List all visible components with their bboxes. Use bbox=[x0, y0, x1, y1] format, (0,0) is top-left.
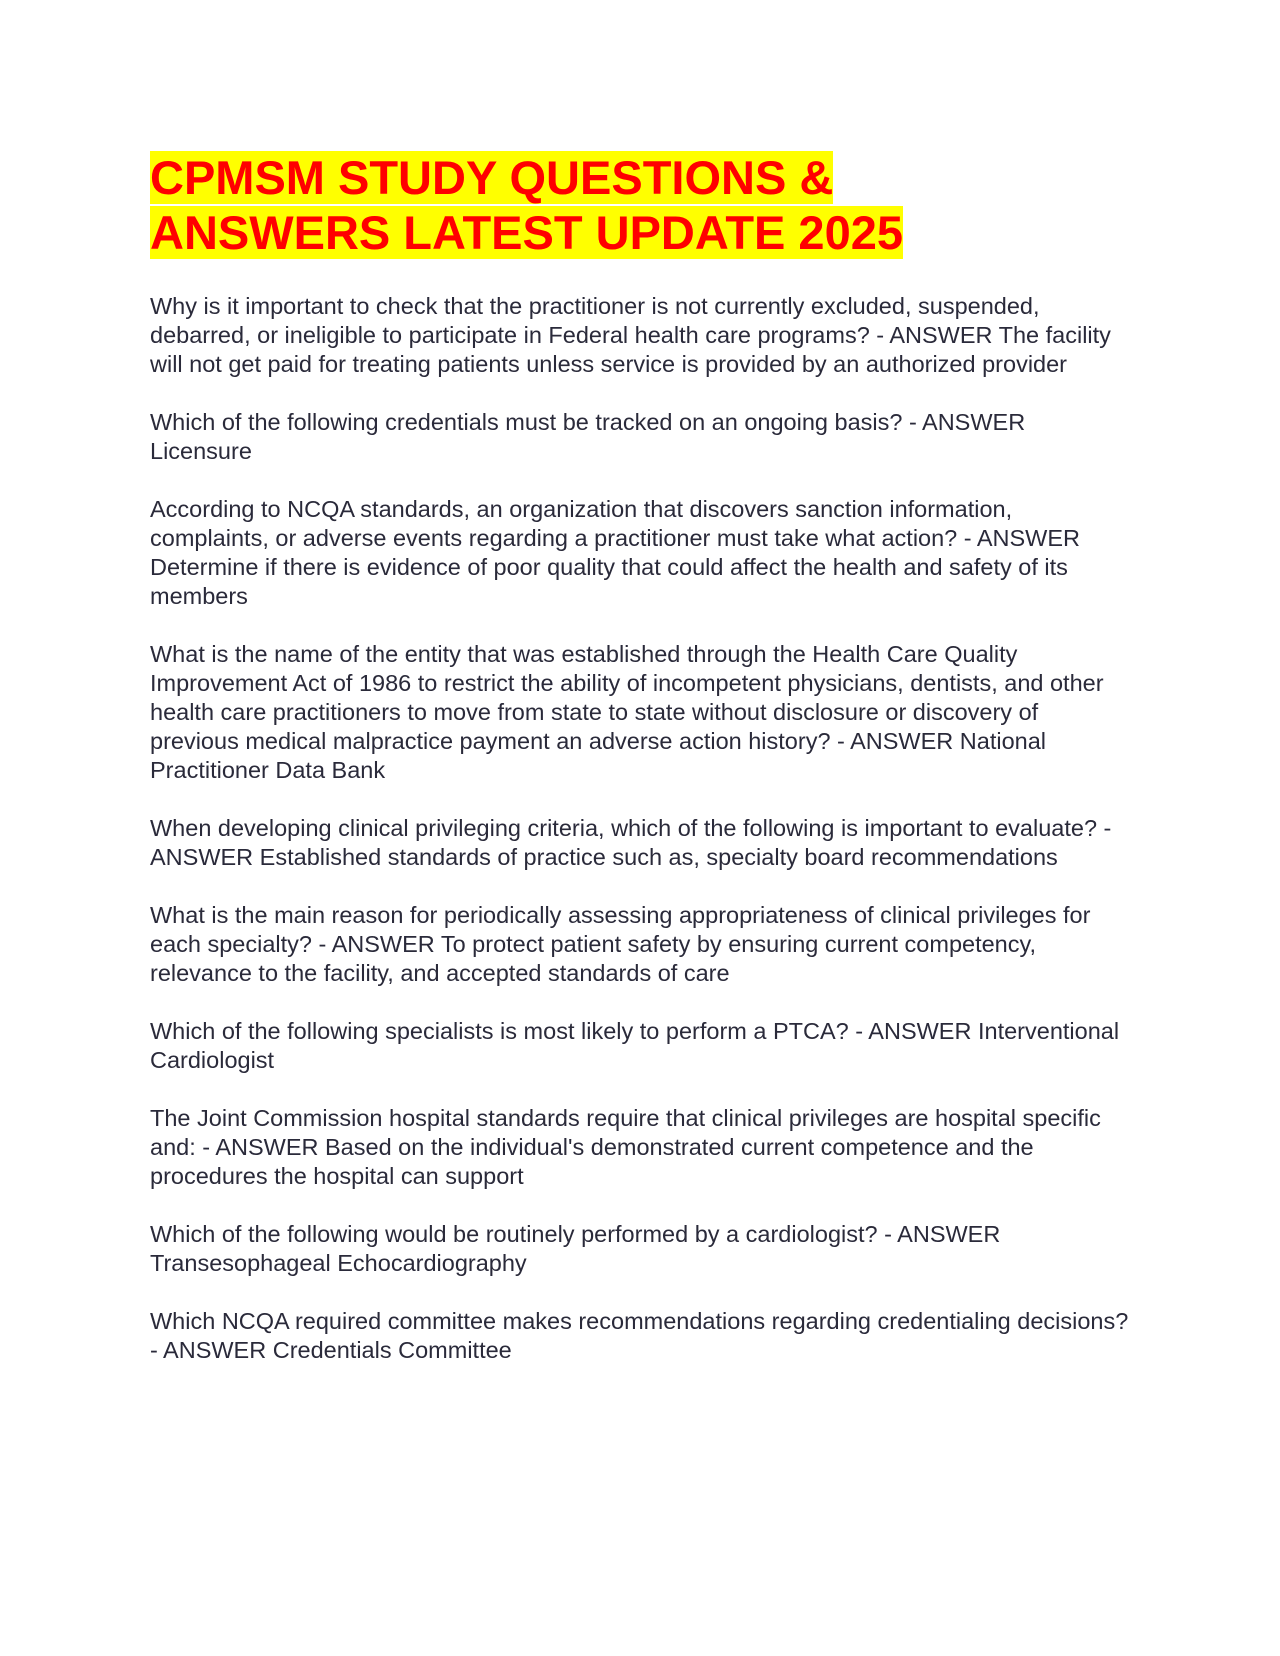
qa-item-8: The Joint Commission hospital standards require that clinical privileges are hospital specific and: - ANSWER Based on the individual's demonstrated current competence and the procedures the hospital can support bbox=[150, 1105, 1101, 1189]
qa-item-7: Which of the following specialists is most likely to perform a PTCA? - ANSWER Interventional Cardiologist bbox=[150, 1018, 1120, 1073]
qa-item-3: According to NCQA standards, an organization that discovers sanction information, complaints, or adverse events regarding a practitioner must take what action? - ANSWER Determine if there is evidence of poor quality that could affect the health and safety of its members bbox=[150, 496, 1080, 609]
document-title bbox=[150, 150, 1130, 260]
title-line-2 bbox=[150, 205, 1130, 260]
qa-item-5: When developing clinical privileging criteria, which of the following is important to evaluate? - ANSWER Established standards of practice such as, specialty board recommendations bbox=[150, 815, 1112, 870]
qa-item-6: What is the main reason for periodically assessing appropriateness of clinical privileges for each specialty? - ANSWER To protect patient safety by ensuring current competency, relevance to the facility, and accepted standards of care bbox=[150, 902, 1091, 986]
qa-item-10: Which NCQA required committee makes recommendations regarding credentialing decisions? - ANSWER Credentials Committee bbox=[150, 1308, 1129, 1363]
qa-list bbox=[150, 292, 1130, 1365]
qa-item-9: Which of the following would be routinely performed by a cardiologist? - ANSWER Transesophageal Echocardiography bbox=[150, 1221, 1001, 1276]
title-line-1 bbox=[150, 150, 1130, 205]
qa-item-4: What is the name of the entity that was established through the Health Care Quality Improvement Act of 1986 to restrict the ability of incompetent physicians, dentists, and other health care practitioners to move from state to state without disclosure or discovery of previous medical malpractice payment an adverse action history? - ANSWER National Practitioner Data Bank bbox=[150, 641, 1104, 783]
qa-item-1: Why is it important to check that the practitioner is not currently excluded, suspended, debarred, or ineligible to participate in Federal health care programs? - ANSWER The facility will not get paid for treating patients unless service is provided by an authorized provider bbox=[150, 293, 1111, 377]
title-line-2-text: ANSWERS LATEST UPDATE 2025 bbox=[150, 206, 903, 259]
document-page bbox=[150, 150, 1130, 1394]
title-line-1-text: CPMSM STUDY QUESTIONS & bbox=[150, 151, 834, 204]
qa-item-2: Which of the following credentials must be tracked on an ongoing basis? - ANSWER Licensure bbox=[150, 409, 1026, 464]
